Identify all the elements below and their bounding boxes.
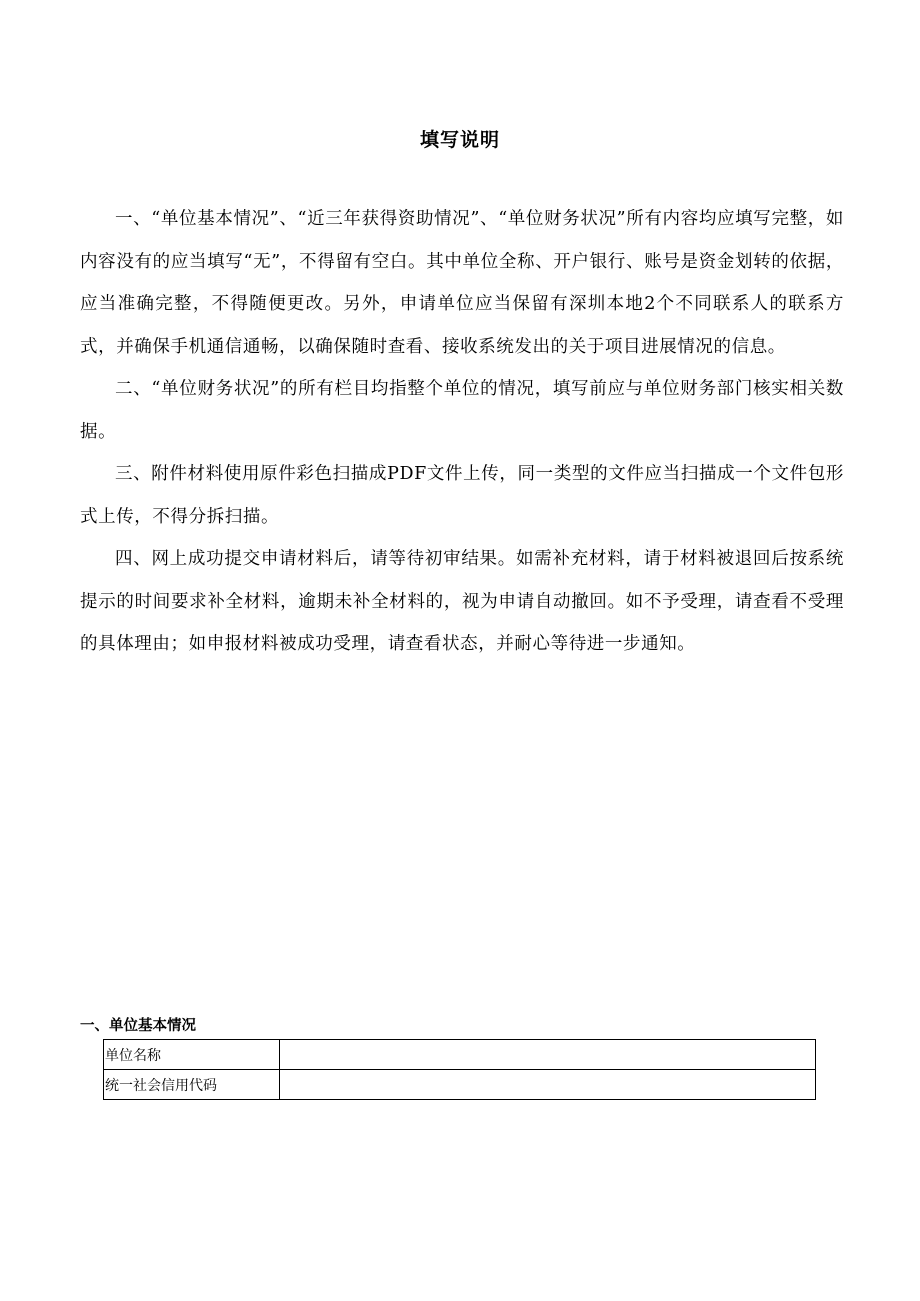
unit-name-label: 单位名称 [104,1040,280,1070]
instructions [80,198,844,666]
instruction-paragraph-2: 二、“单位财务状况”的所有栏目均指整个单位的情况，填写前应与单位财务部门核实相关数据。 [80,379,844,442]
instruction-paragraph-1: 一、“单位基本情况”、“近三年获得资助情况”、“单位财务状况”所有内容均应填写完整，如内容没有的应当填写“无”，不得留有空白。其中单位全称、开户银行、账号是资金划转的依据，应当准确完整，不得随便更改。另外，申请单位应当保留有深圳本地2个不同联系人的联系方式，并确保手机通信通畅，以确保随时查看、接收系统发出的关于项目进展情况的信息。 [80,209,844,357]
section-heading: 一、单位基本情况 [80,1018,196,1034]
credit-code-value[interactable] [280,1070,816,1100]
unit-info-table [103,1039,816,1100]
page-title: 填写说明 [419,129,500,151]
instruction-paragraph-4: 四、网上成功提交申请材料后，请等待初审结果。如需补充材料，请于材料被退回后按系统提示的时间要求补全材料，逾期未补全材料的，视为申请自动撤回。如不予受理，请查看不受理的具体理由；如申报材料被成功受理，请查看状态，并耐心等待进一步通知。 [80,549,844,654]
table-row [104,1070,816,1100]
table-row [104,1040,816,1070]
instruction-paragraph-3: 三、附件材料使用原件彩色扫描成PDF文件上传，同一类型的文件应当扫描成一个文件包形式上传，不得分拆扫描。 [80,464,844,527]
credit-code-label: 统一社会信用代码 [104,1070,280,1100]
unit-name-value[interactable] [280,1040,816,1070]
